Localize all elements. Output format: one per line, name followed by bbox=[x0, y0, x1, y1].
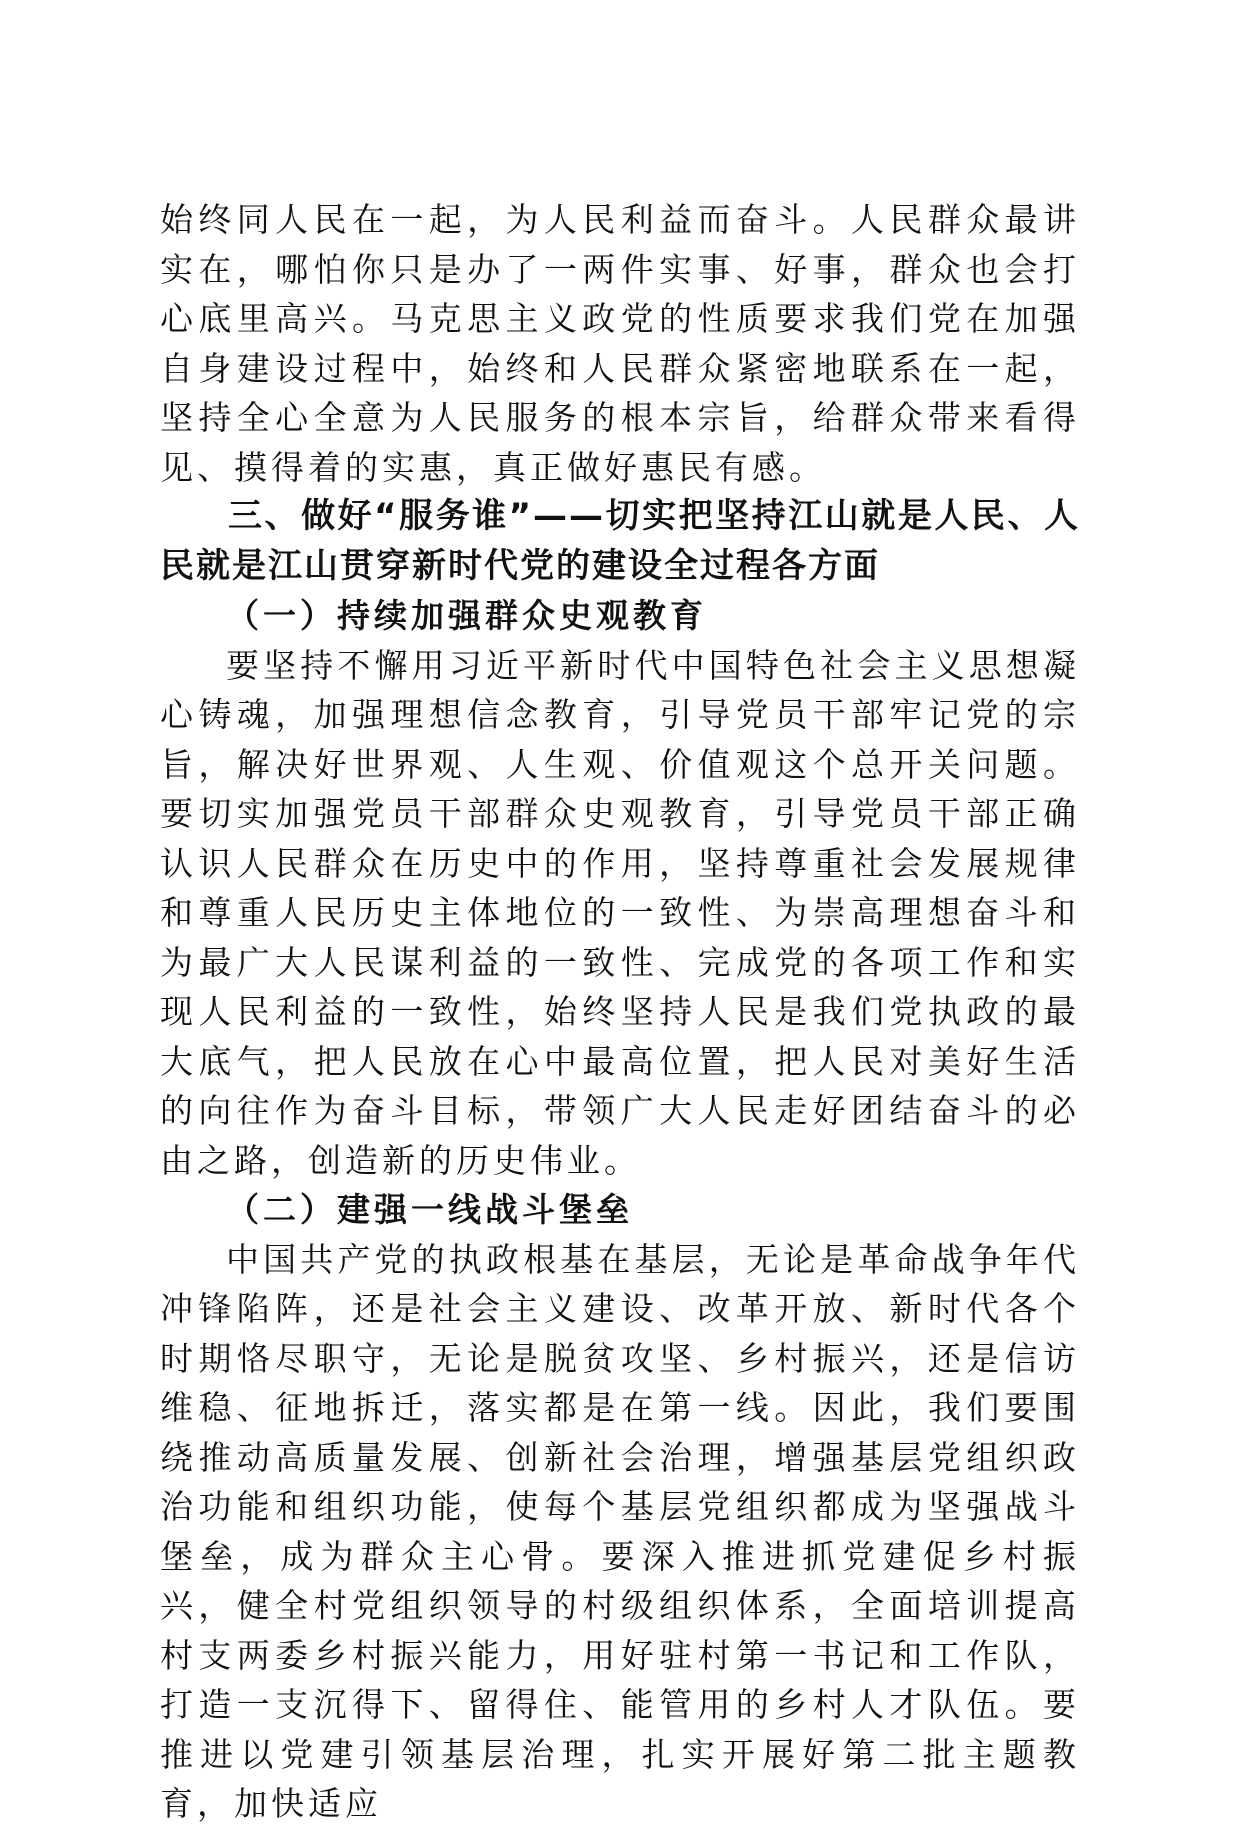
body-paragraph-continued: 始终同人民在一起，为人民利益而奋斗。人民群众最讲实在，哪怕你只是办了一两件实事、好事，群众也会打心底里高兴。马克思主义政党的性质要求我们党在加强自身建设过程中，始终和人民群众紧密地联系在一起，坚持全心全意为人民服务的根本宗旨，给群众带来看得见、摸得着的实惠，真正做好惠民有感。 bbox=[160, 200, 1080, 487]
body-paragraph-frontline: 中国共产党的执政根基在基层，无论是革命战争年代冲锋陷阵，还是社会主义建设、改革开放、新时代各个时期恪尽职守，无论是脱贫攻坚、乡村振兴，还是信访维稳、征地拆迁，落实都是在第一线。因此，我们要围绕推动高质量发展、创新社会治理，增强基层党组织政治功能和组织功能，使每个基层党组织都成为坚强战斗堡垒，成为群众主心骨。要深入推进抓党建促乡村振兴，健全村党组织领导的村级组织体系，全面培训提高村支两委乡村振兴能力，用好驻村第一书记和工作队，打造一支沉得下、留得住、能管用的乡村人才队伍。要推进以党建引领基层治理，扎实开展好第二批主题教育，加快适应 bbox=[160, 1239, 1080, 1823]
section-heading-3: 三、做好“服务谁”——切实把坚持江山就是人民、人民就是江山贯穿新时代党的建设全过程各方面 bbox=[160, 496, 1080, 586]
body-paragraph-education: 要坚持不懈用习近平新时代中国特色社会主义思想凝心铸魂，加强理想信念教育，引导党员干部牢记党的宗旨，解决好世界观、人生观、价值观这个总开关问题。要切实加强党员干部群众史观教育，引导党员干部正确认识人民群众在历史中的作用，坚持尊重社会发展规律和尊重人民历史主体地位的一致性、为崇高理想奋斗和为最广大人民谋利益的一致性、完成党的各项工作和实现人民利益的一致性，始终坚持人民是我们党执政的最大底气，把人民放在心中最高位置，把人民对美好生活的向往作为奋斗目标，带领广大人民走好团结奋斗的必由之路，创造新的历史伟业。 bbox=[160, 645, 1080, 1180]
document-page bbox=[160, 195, 1080, 1829]
subheading-1: （一）持续加强群众史观教育 bbox=[226, 596, 707, 635]
subheading-2: （二）建强一线战斗堡垒 bbox=[226, 1190, 633, 1229]
